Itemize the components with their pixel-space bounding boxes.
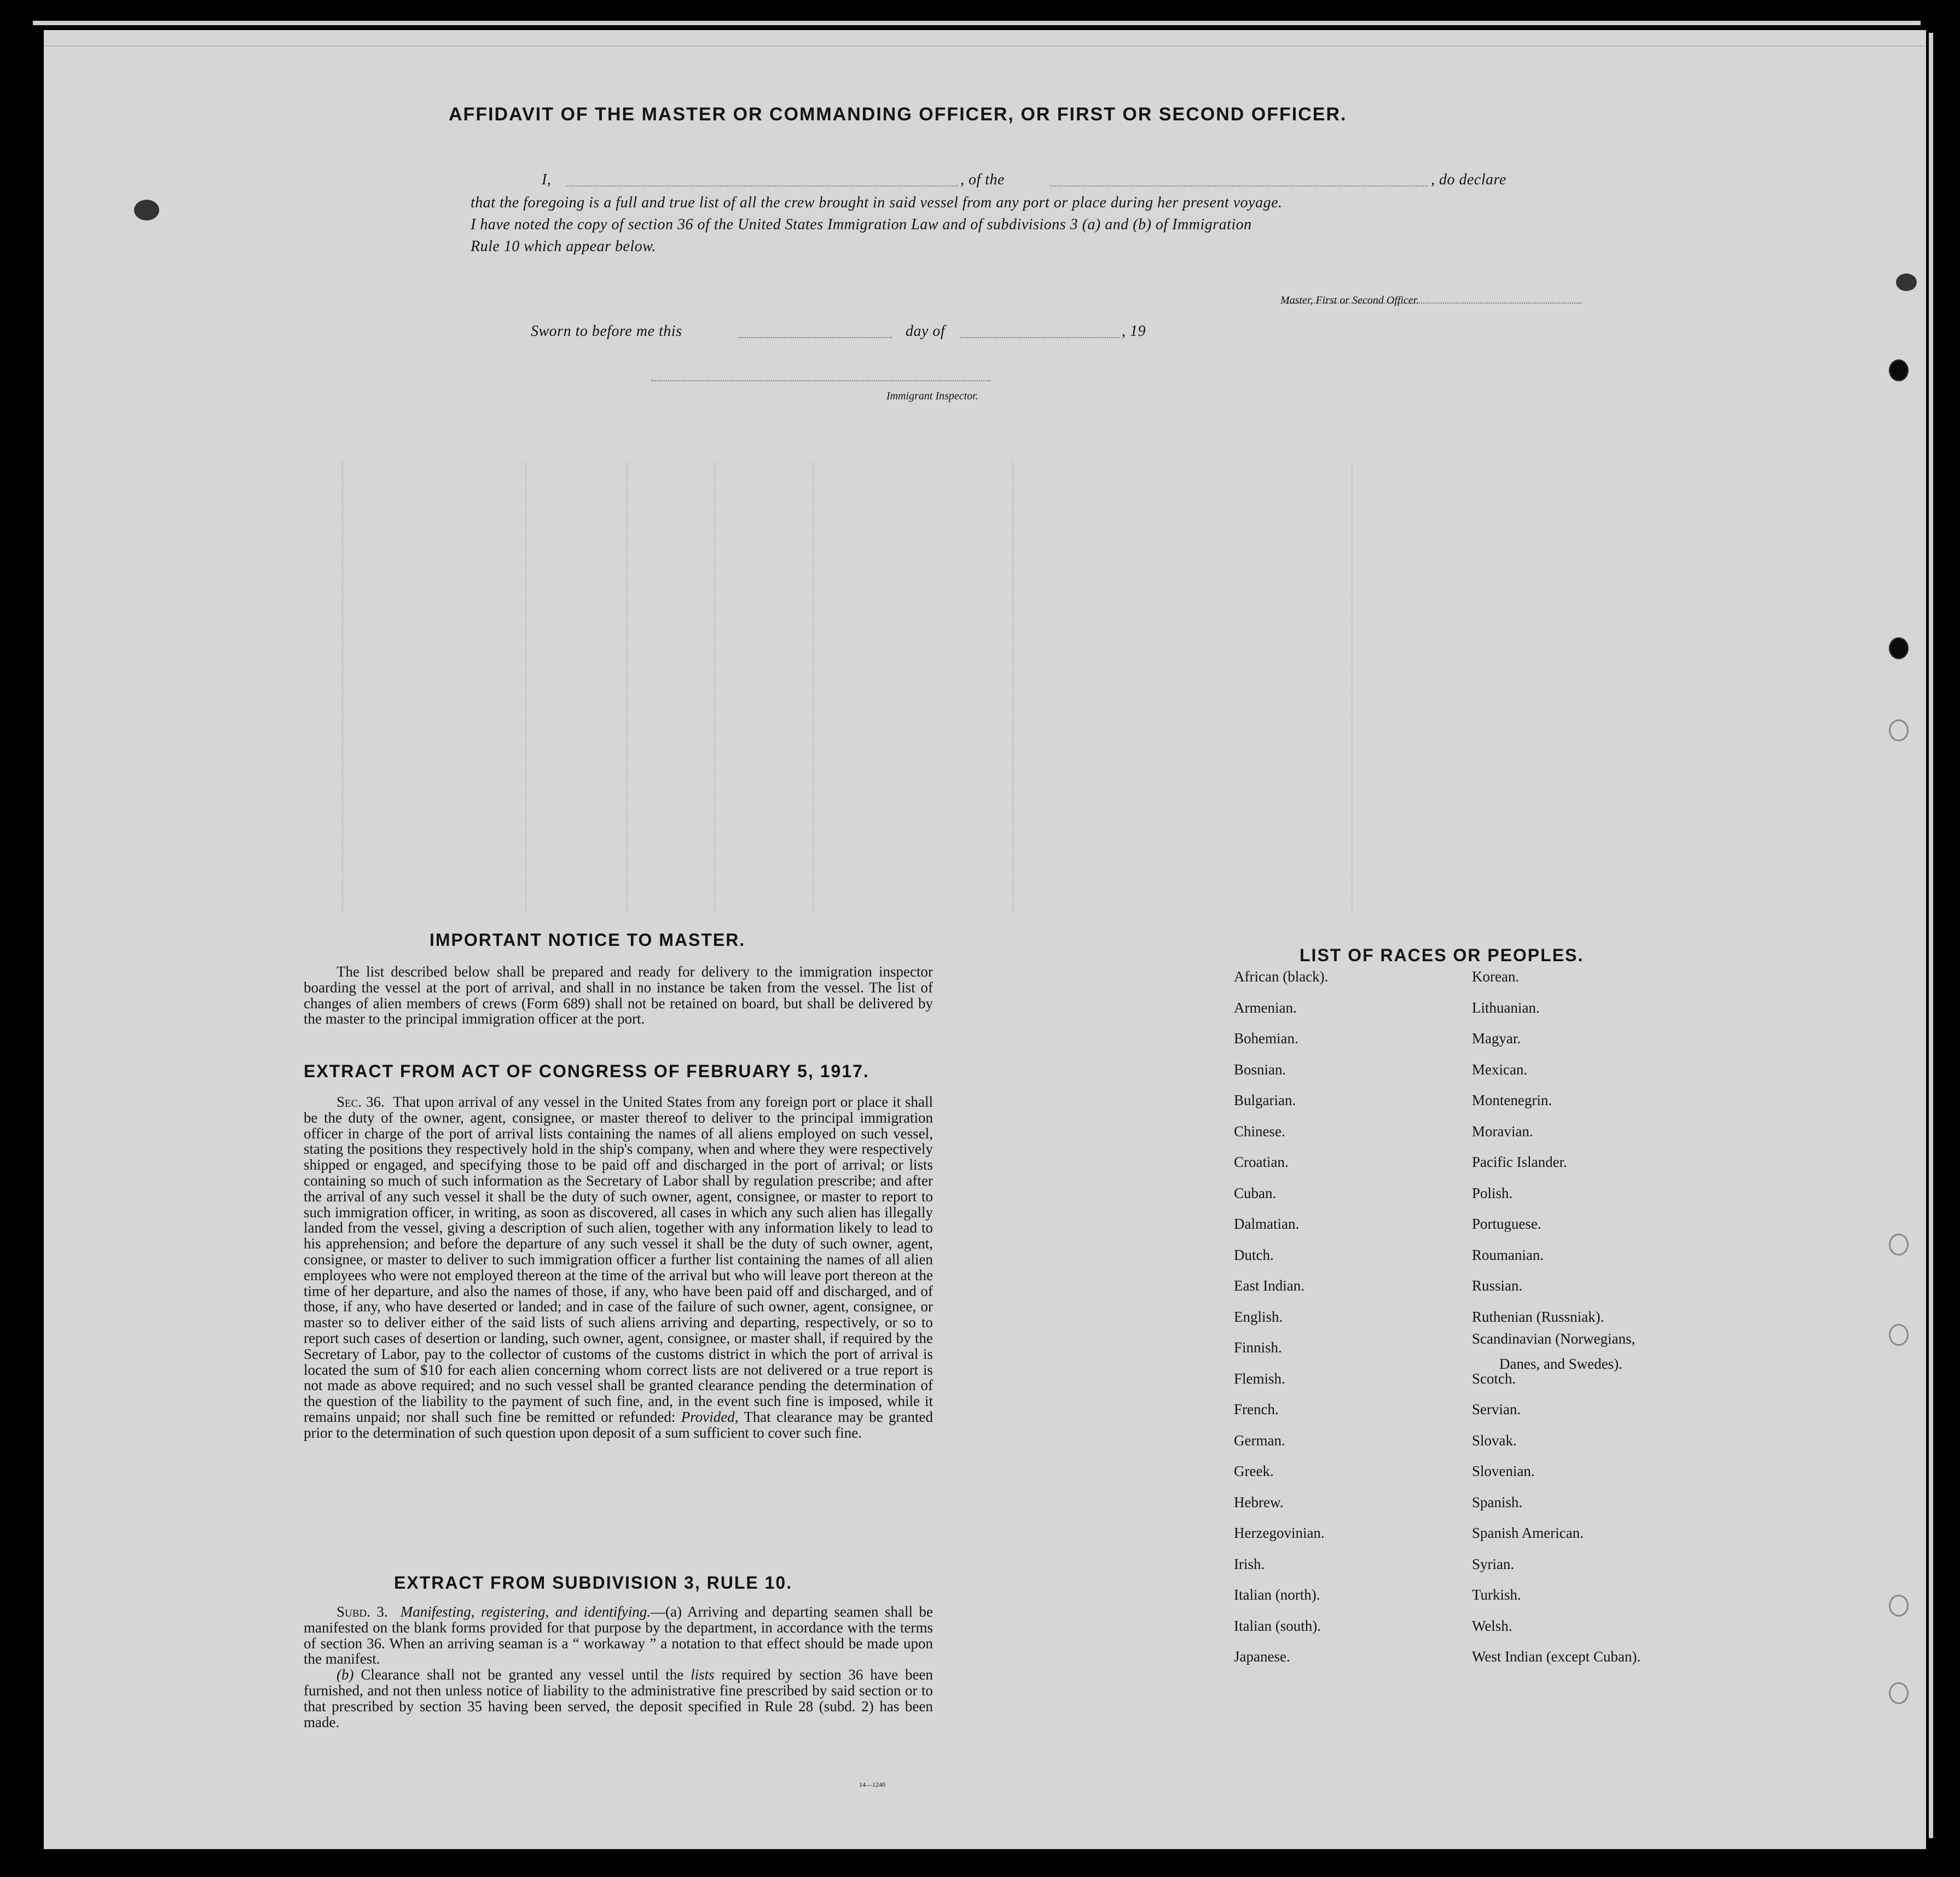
- race-item: Turkish.: [1472, 1587, 1521, 1603]
- sworn-text: Sworn to before me this: [531, 323, 682, 340]
- affidavit-line-2: that the foregoing is a full and true list of all the crew brought in said vessel from any port or place during her present voyage.: [471, 194, 1283, 211]
- affidavit-line-3: I have noted the copy of section 36 of the United States Immigration Law and of subdivisions 3 (a) and (b) of Immigration: [471, 216, 1252, 233]
- extract-rule-title: EXTRACT FROM SUBDIVISION 3, RULE 10.: [394, 1573, 793, 1593]
- page-edge-right: [1929, 33, 1933, 1838]
- ghost-column-line: [813, 462, 814, 911]
- name-blank: [566, 185, 958, 187]
- extract-act-text: [304, 1094, 933, 1441]
- affidavit-do-declare: , do declare: [1431, 171, 1506, 188]
- notice-title: IMPORTANT NOTICE TO MASTER.: [430, 930, 746, 950]
- sec-36-body-end: That clearance may be granted prior to the determination of such question upon deposit of a sum sufficient to cover such fine.: [304, 1408, 933, 1441]
- ghost-column-line: [1012, 462, 1013, 911]
- race-item: Servian.: [1472, 1401, 1521, 1417]
- race-item: Herzegovinian.: [1234, 1525, 1325, 1541]
- race-item: Flemish.: [1234, 1370, 1285, 1387]
- affidavit-of-the: , of the: [960, 171, 1005, 188]
- race-item: Bulgarian.: [1234, 1092, 1296, 1108]
- ink-blot: [1896, 274, 1917, 291]
- race-item: Syrian.: [1472, 1555, 1515, 1572]
- inspector-signature-label: Immigrant Inspector.: [886, 390, 978, 402]
- race-item: Montenegrin.: [1472, 1092, 1552, 1108]
- race-item: Italian (south).: [1234, 1617, 1321, 1634]
- subd-3-label: Subd. 3.: [337, 1603, 388, 1620]
- affidavit-line-1: [471, 171, 1554, 190]
- subd-3-heading: Manifesting, registering, and identifying.: [400, 1603, 651, 1620]
- sworn-month-blank: [960, 337, 1119, 338]
- race-item: West Indian (except Cuban).: [1472, 1648, 1641, 1665]
- sworn-day-of: day of: [906, 323, 946, 340]
- race-item: Italian (north).: [1234, 1587, 1320, 1603]
- race-item: Portuguese.: [1472, 1216, 1541, 1232]
- race-item: English.: [1234, 1308, 1283, 1325]
- race-item: Ruthenian (Russniak).: [1472, 1308, 1604, 1325]
- affidavit-i: I,: [542, 171, 552, 188]
- punch-hole: [1889, 1595, 1909, 1617]
- race-item: Roumanian.: [1472, 1246, 1544, 1263]
- race-item: Spanish.: [1472, 1494, 1523, 1510]
- race-item: Mexican.: [1472, 1061, 1528, 1078]
- race-item: Slovenian.: [1472, 1463, 1535, 1479]
- race-item: Bosnian.: [1234, 1061, 1286, 1078]
- form-number: 14—1240: [859, 1781, 885, 1788]
- race-item: Magyar.: [1472, 1030, 1521, 1047]
- sworn-year: , 19: [1122, 323, 1146, 340]
- races-title: LIST OF RACES OR PEOPLES.: [1300, 945, 1584, 965]
- race-item: Hebrew.: [1234, 1494, 1284, 1510]
- sec-36-body: That upon arrival of any vessel in the United States from any foreign port or place it shall be the duty of the owner, agent, consignee, or master thereof to deliver to the principal immigration officer in charge of the port of arrival lists containing the names of all aliens employed on such vessel, stating the positions they respectively hold in the ship's company, when and where they were respectively shipped or engaged, and specifying those to be paid off and discharged in the port of arrival; or lists containing so much of such information as the Secretary of Labor shall by regulation prescribe; and after the arrival of any such vessel it shall be the duty of such owner, agent, consignee, or master to report to such immigration officer, in writing, as soon as discovered, all cases in which any such alien has illegally landed from the vessel, giving a description of such alien, together with any information likely to lead to his apprehension; and before the departure of any such vessel it shall be the duty of such owner, agent, consignee, or master to deliver to such immigration officer a further list containing the names of all alien employees who were not employed thereon at the time of the arrival but who will leave port thereon at the time of her departure, and also the names of those, if any, who have been paid off and discharged, and of those, if any, who have deserted or landed; and in case of the failure of such owner, agent, consignee, or master so to deliver either of the said lists of such aliens arriving and departing, respectively, or so to report such cases of desertion or landing, such owner, agent, consignee, or master shall, if required by the Secretary of Labor, pay to the collector of customs of the customs district in which the port of arrival is located the sum of $10 for each alien concerning whom correct lists are not delivered or a true report is not made as above required; and no such vessel shall be granted clearance pending the determination of the question of the liability to the payment of such fine, and, in the event such fine is imposed, while it remains unpaid; nor shall such fine be remitted or refunded:: [304, 1094, 933, 1425]
- master-signature-label: Master, First or Second Officer.: [1280, 294, 1419, 306]
- sheet-top-rule: [44, 45, 1926, 47]
- race-item: Pacific Islander.: [1472, 1154, 1567, 1170]
- subd-a-text: —(a) Arriving and departing seamen shall be manifested on the blank forms provided for that purpose by the department, in accordance with the terms of section 36. When an arriving seaman is a “ workaway ” a notation to that effect should be made upon the manifest.: [304, 1603, 933, 1667]
- affidavit-line-4: Rule 10 which appear below.: [471, 238, 656, 255]
- punch-hole: [1889, 359, 1909, 381]
- manifest-sheet: [44, 30, 1926, 1849]
- race-item: Lithuanian.: [1472, 999, 1540, 1016]
- notice-paragraph: The list described below shall be prepared and ready for delivery to the immigration inspector boarding the vessel at the port of arrival, and shall in no instance be taken from the vessel. The list of changes of alien members of crews (Form 689) shall not be retained on board, but shall be delivered by the master to the principal immigration officer at the port.: [304, 963, 933, 1027]
- race-item: Danes, and Swedes).: [1499, 1356, 1622, 1372]
- sec-36-provided: Provided,: [681, 1408, 739, 1425]
- race-item: Korean.: [1472, 968, 1520, 985]
- extract-act-title: EXTRACT FROM ACT OF CONGRESS OF FEBRUARY 5, 1917.: [304, 1061, 869, 1081]
- affidavit-title: AFFIDAVIT OF THE MASTER OR COMMANDING OFFICER, OR FIRST OR SECOND OFFICER.: [449, 104, 1347, 125]
- race-item: Irish.: [1234, 1555, 1265, 1572]
- punch-hole: [1889, 1234, 1909, 1256]
- punch-hole: [1889, 637, 1909, 659]
- sworn-day-blank: [739, 337, 892, 338]
- race-item: Greek.: [1234, 1463, 1274, 1479]
- subd-b-text-1: Clearance shall not be granted any vessel until the: [361, 1666, 684, 1683]
- race-item: Moravian.: [1472, 1123, 1533, 1140]
- subd-b-label: (b): [337, 1666, 354, 1683]
- ghost-column-line: [525, 462, 526, 911]
- sec-36-label: Sec. 36.: [337, 1094, 385, 1110]
- punch-hole: [1889, 1324, 1909, 1346]
- race-item: Dutch.: [1234, 1246, 1274, 1263]
- race-item: Finnish.: [1234, 1339, 1282, 1356]
- page-edge-top: [33, 21, 1921, 25]
- race-item: Armenian.: [1234, 999, 1297, 1016]
- race-item: Cuban.: [1234, 1184, 1277, 1201]
- race-item: Spanish American.: [1472, 1525, 1584, 1541]
- subd-b-paragraph: [304, 1667, 933, 1730]
- race-item: Chinese.: [1234, 1123, 1285, 1140]
- race-item: Polish.: [1472, 1184, 1513, 1201]
- punch-hole: [1889, 1682, 1909, 1704]
- notice-text: [304, 964, 933, 1027]
- race-item: Scotch.: [1472, 1370, 1516, 1387]
- race-item: Japanese.: [1234, 1648, 1290, 1665]
- race-item: Croatian.: [1234, 1154, 1289, 1170]
- subd-a-paragraph: [304, 1604, 933, 1667]
- subd-b-lists: lists: [691, 1666, 715, 1683]
- ghost-column-line: [342, 462, 343, 911]
- punch-hole: [1889, 719, 1909, 741]
- race-item: Bohemian.: [1234, 1030, 1298, 1047]
- ghost-column-line: [714, 462, 715, 911]
- vessel-blank: [1051, 185, 1428, 187]
- race-item: East Indian.: [1234, 1277, 1304, 1294]
- ink-blot: [134, 200, 159, 220]
- extract-rule-text: [304, 1604, 933, 1730]
- race-item: African (black).: [1234, 968, 1329, 985]
- race-item: French.: [1234, 1401, 1279, 1417]
- subd-b-text-2: required by section 36 have been furnished, and not then unless notice of liability to the administrative fine prescribed by said section or to that prescribed by section 35 having been served, the deposit specified in Rule 28 (subd. 2) has been made.: [304, 1666, 933, 1730]
- race-item: Slovak.: [1472, 1432, 1517, 1449]
- ghost-column-line: [1352, 462, 1353, 911]
- sec-36-paragraph: [304, 1094, 933, 1441]
- race-item: Scandinavian (Norwegians,: [1472, 1330, 1636, 1347]
- race-item: Welsh.: [1472, 1617, 1512, 1634]
- race-item: Dalmatian.: [1234, 1216, 1300, 1232]
- ghost-column-line: [627, 462, 628, 911]
- race-item: Russian.: [1472, 1277, 1523, 1294]
- sworn-line: [531, 323, 1242, 342]
- inspector-signature-line: [651, 380, 990, 381]
- race-item: German.: [1234, 1432, 1285, 1449]
